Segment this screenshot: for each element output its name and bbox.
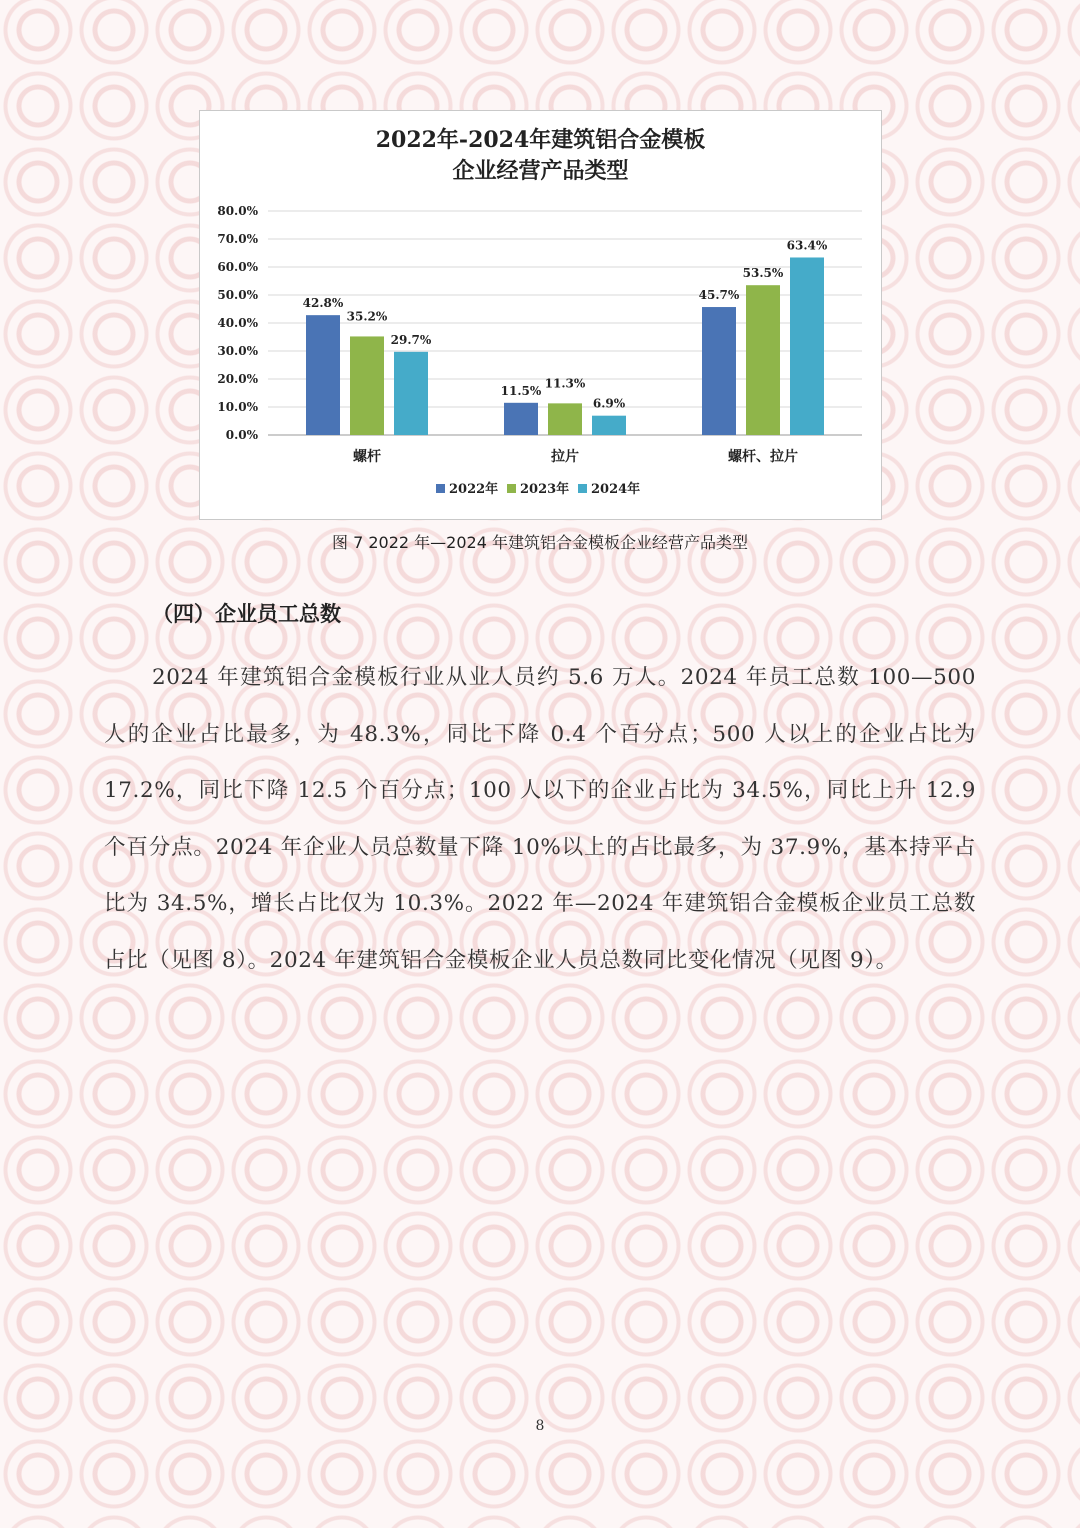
legend-label: 2022年: [449, 482, 499, 497]
data-label: 35.2%: [346, 309, 388, 324]
y-tick-label: 60.0%: [217, 260, 258, 274]
legend-swatch: [436, 484, 445, 493]
x-category-label: 螺杆: [353, 449, 381, 465]
chart-container: [199, 110, 882, 520]
bar: [790, 257, 824, 435]
data-label: 42.8%: [302, 296, 344, 311]
section-heading: （四）企业员工总数: [152, 602, 341, 626]
legend-swatch: [507, 484, 516, 493]
bar: [306, 315, 340, 435]
bar: [746, 285, 780, 435]
bar: [394, 352, 428, 435]
body-paragraph: 2024 年建筑铝合金模板行业从业人员约 5.6 万人。2024 年员工总数 100—500 人的企业占比最多，为 48.3%，同比下降 0.4 个百分点；500 人以上的企业占比为 17.2%，同比下降 12.5 个百分点；100 人以下的企业占比为 34.5%，同比上升 12.9 个百分点。2024 年企业人员总数量下降 10%以上的占比最多，为 37.9%，基本持平占比为 34.5%，增长占比仅为 10.3%。2022 年—2024 年建筑铝合金模板企业员工总数占比（见图 8）。2024 年建筑铝合金模板企业人员总数同比变化情况（见图 9）。: [104, 665, 976, 973]
x-category-label: 拉片: [551, 449, 579, 465]
legend-label: 2024年: [591, 482, 641, 497]
y-tick-label: 80.0%: [217, 204, 258, 218]
y-tick-label: 30.0%: [217, 344, 258, 358]
legend-swatch: [578, 484, 587, 493]
chart-title-line2: 企业经营产品类型: [452, 158, 629, 184]
page-number: 8: [535, 1418, 545, 1434]
data-label: 11.5%: [500, 383, 542, 398]
bar: [548, 403, 582, 435]
x-category-label: 螺杆、拉片: [728, 449, 798, 465]
data-label: 53.5%: [742, 266, 784, 281]
bar: [350, 336, 384, 435]
y-tick-label: 70.0%: [217, 232, 258, 246]
y-tick-label: 20.0%: [217, 372, 258, 386]
chart-title-line1: 2022年-2024年建筑铝合金模板: [375, 127, 706, 153]
bar-chart: [200, 111, 883, 521]
y-tick-label: 10.0%: [217, 400, 258, 414]
bar: [592, 416, 626, 435]
y-tick-label: 50.0%: [217, 288, 258, 302]
figure-caption: 图 7 2022 年—2024 年建筑铝合金模板企业经营产品类型: [332, 533, 748, 552]
bar: [702, 307, 736, 435]
data-label: 45.7%: [698, 288, 740, 303]
data-label: 6.9%: [592, 396, 626, 411]
data-label: 11.3%: [544, 376, 586, 391]
y-tick-label: 0.0%: [225, 428, 258, 442]
y-tick-label: 40.0%: [217, 316, 258, 330]
data-label: 29.7%: [390, 332, 432, 347]
data-label: 63.4%: [786, 238, 828, 253]
bar: [504, 403, 538, 435]
legend-label: 2023年: [520, 482, 570, 497]
